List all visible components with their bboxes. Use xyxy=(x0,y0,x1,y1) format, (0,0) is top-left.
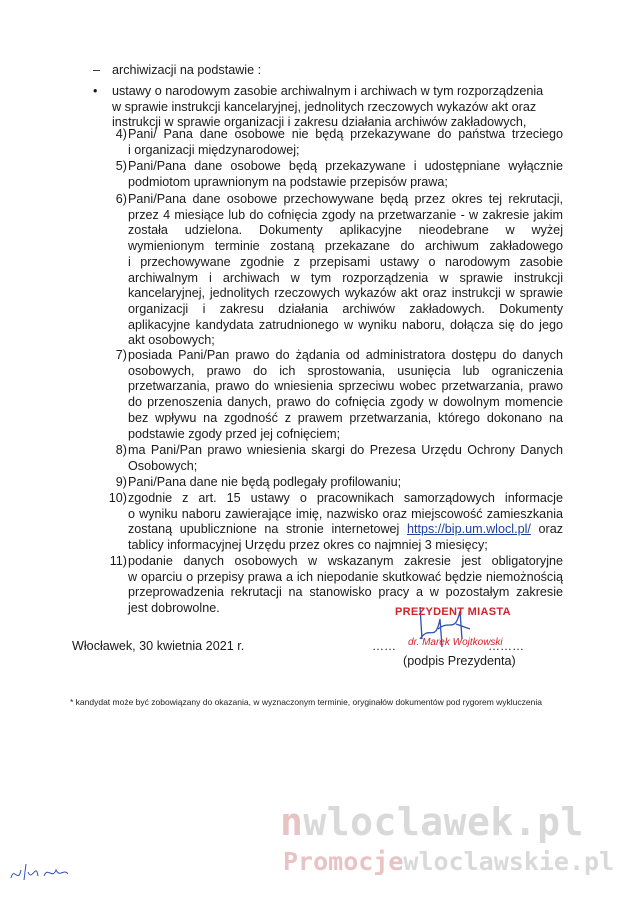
item-text xyxy=(128,159,563,190)
signature-line: …… ……… xyxy=(372,639,524,653)
stamp-title: PREZYDENT MIASTA xyxy=(395,606,511,618)
item-number: 6) xyxy=(115,192,127,206)
text-line: podanie danych osobowych w wskazanym zakresie jest obligatoryjne xyxy=(128,554,563,568)
place-date: Włocławek, 30 kwietnia 2021 r. xyxy=(72,639,245,653)
signatory-name: dr. Marek Wojtkowski xyxy=(408,637,503,648)
item-number: 9) xyxy=(115,475,127,489)
text-line: tablicy informacyjnej Urzędu przez okres co najmniej 3 miesięcy; xyxy=(128,538,488,553)
text-line: Pani/Pana dane osobowe będą przekazywane i udostępniane wyłącznie xyxy=(128,159,563,173)
text-line: archiwizacji na podstawie : xyxy=(112,63,262,77)
item-number: 10) xyxy=(108,491,127,505)
text-line: posiada Pani/Pan prawo do żądania od administratora dostępu do danych xyxy=(128,348,563,362)
signature-caption: (podpis Prezydenta) xyxy=(403,654,516,668)
item-number: 4) xyxy=(115,127,127,141)
text-line: przeprowadzenia rekrutacji na stanowisko pracy a w pozostałym zakresie xyxy=(128,585,563,600)
item-number: 8) xyxy=(115,443,127,457)
text-line: została udzielona. Dokumenty aplikacyjne nieodebrane w wyżej xyxy=(128,223,563,238)
text-line: i przechowywane zgodnie z przepisami ustawy o narodowym zasobie xyxy=(128,254,563,269)
text-line: Pani/ Pana dane osobowe nie będą przekazywane do państwa trzeciego xyxy=(128,127,563,141)
bullet-text xyxy=(112,63,567,79)
item-number: 7) xyxy=(115,348,127,362)
text-line: ustawy o narodowym zasobie archiwalnym i archiwach w tym rozporządzenia xyxy=(112,84,544,98)
text-line: jest dobrowolne. xyxy=(128,601,220,616)
bullet-mark: • xyxy=(93,84,98,98)
text-line: Osobowych; xyxy=(128,458,198,473)
text-line: akt osobowych; xyxy=(128,333,215,348)
item-text xyxy=(128,491,563,554)
watermark-line2: Promocjewloclawskie.pl xyxy=(283,847,615,876)
text-line: do przenoszenia danych, prawo do cofnięcia zgody w dowolnym momencie xyxy=(128,395,563,410)
text-line: instrukcji w sprawie organizacji i zakresu działania archiwów zakładowych, xyxy=(112,115,527,130)
text-line: osobowych, prawo do ich sprostowania, usunięcia lub ograniczenia xyxy=(128,363,563,378)
text-line: podmiotom uprawnionym na podstawie przepisów prawa; xyxy=(128,174,448,189)
bullet-text xyxy=(112,84,567,131)
text-line: Pani/Pana dane osobowe przechowywane będą przez okres tej rekrutacji, xyxy=(128,192,563,206)
item-text xyxy=(128,475,563,491)
text-line: Pani/Pana dane nie będą podlegały profilowaniu; xyxy=(128,475,402,489)
text-line: organizacji i zakresu działania archiwów zakładowych. Dokumenty xyxy=(128,301,563,316)
text-line: w sprawie instrukcji kancelaryjnej, jednolitych rzeczowych wykazów akt oraz xyxy=(112,99,537,114)
text-line: zgodnie z art. 15 ustawy o pracownikach samorządowych informacje xyxy=(128,491,563,505)
text-line: wymienionym terminie zostaną przekazane do archiwum zakładowego xyxy=(128,239,563,254)
bip-link[interactable]: https://bip.um.wlocl.pl/ xyxy=(406,522,531,537)
text-line: aplikacyjne kandydata zatrudnionego w wyniku naboru, dołącza się do jego xyxy=(128,317,563,332)
text-line: i organizacji międzynarodowej; xyxy=(128,142,300,157)
bullet-mark: – xyxy=(93,63,101,77)
item-text xyxy=(128,348,563,442)
text-line: przez 4 miesiące lub do cofnięcia zgody na przetwarzanie - w zakresie jakim xyxy=(128,207,563,222)
text-line: w oparciu o przepisy prawa a ich niepodanie skutkować będzie niemożnością xyxy=(128,569,563,584)
text-line: bez wpływu na zgodność z prawem przetwarzania, którego dokonano na xyxy=(128,410,563,425)
footnote: * kandydat może być zobowiązany do okazania, w wyznaczonym terminie, oryginałów dokumentów pod rygorem wykluczenia xyxy=(70,697,542,707)
watermark-line1: nwloclawek.pl xyxy=(280,800,584,844)
text-line: przetwarzania, prawo do wniesienia sprzeciwu wobec przetwarzania, prawo xyxy=(128,379,563,394)
item-text xyxy=(128,192,563,349)
text-line: kancelaryjnej, jednolitych rzeczowych wykazów akt oraz instrukcji w sprawie xyxy=(128,286,563,301)
text-line: zostaną upublicznione na stronie internetowej https://bip.um.wlocl.pl/ oraz xyxy=(128,522,564,537)
handwritten-initials xyxy=(8,858,78,888)
text-line: podstawie zgody przed jej cofnięciem; xyxy=(128,426,341,441)
item-number: 5) xyxy=(115,159,127,173)
item-number: 11) xyxy=(109,554,127,568)
item-text xyxy=(128,443,563,474)
item-text xyxy=(128,127,563,158)
text-line: ma Pani/Pan prawo wniesienia skargi do Prezesa Urzędu Ochrony Danych xyxy=(128,443,563,457)
text-line: o wyniku naboru zawierające imię, nazwisko oraz miejscowość zamieszkania xyxy=(128,506,563,521)
text-line: archiwalnym i archiwach w tym rozporządzenia w sprawie instrukcji xyxy=(128,270,563,285)
signature-block xyxy=(370,604,545,674)
